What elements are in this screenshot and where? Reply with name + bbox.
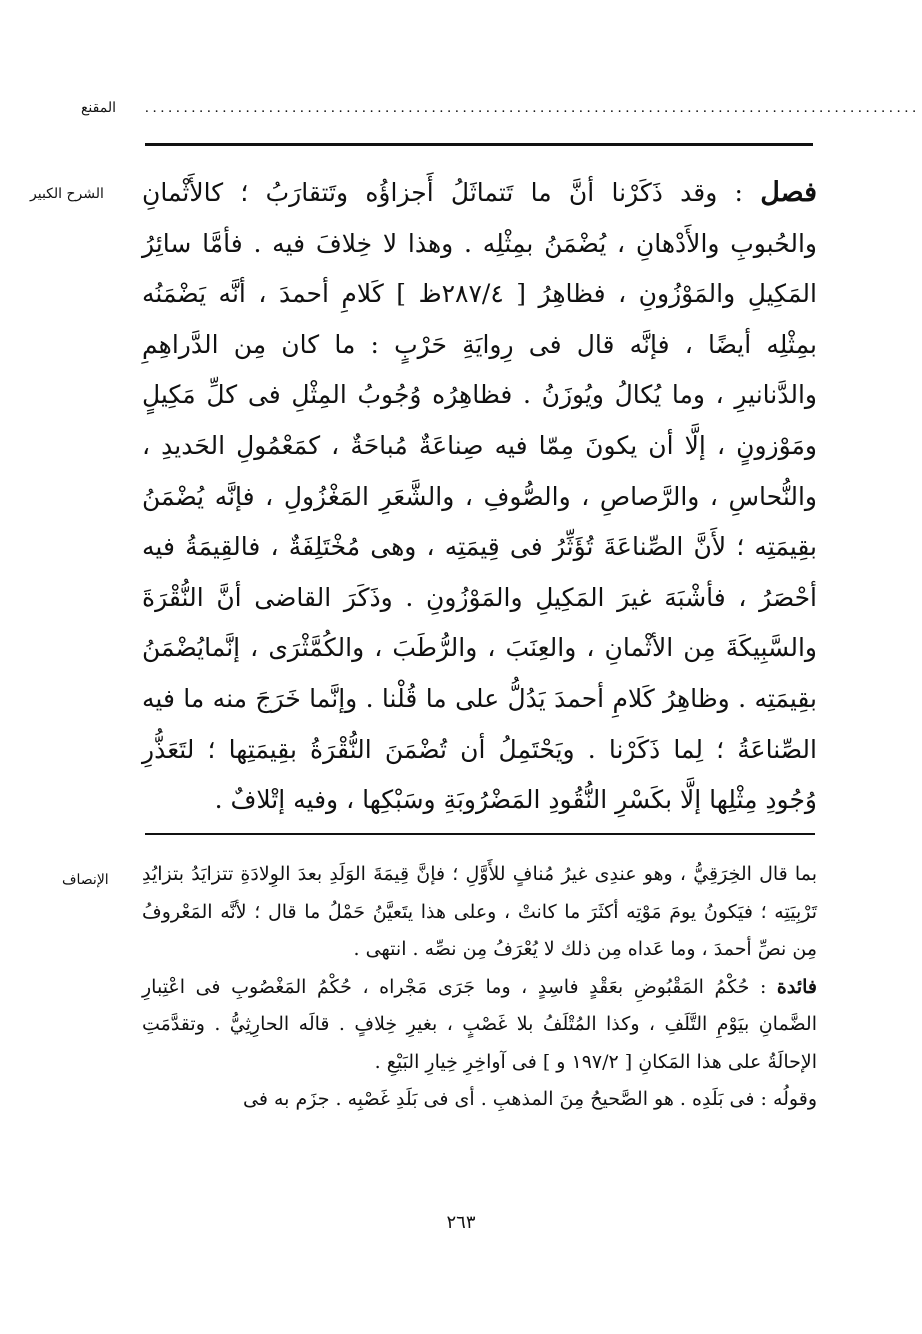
insaf-paragraph-2 <box>142 969 817 1082</box>
header-dot-leader: .................................................................................................... <box>145 100 920 116</box>
faida-heading: فائدة <box>776 975 817 998</box>
section-divider-rule <box>145 833 815 835</box>
header-rule <box>145 143 813 146</box>
main-commentary-text <box>142 168 817 826</box>
faida-text: : حُكْمُ المَقْبُوضِ بعَقْدٍ فاسِدٍ ، وما جَرَى مَجْراه ، حُكْمُ المَغْصُوبِ فى اعْتِبارِ الضَّمانِ بيَوْمِ التَّلَفِ ، وكذا المُتْلَفُ بلا غَصْبٍ ، بغيرِ خِلافٍ . قالَه الحارِثِيُّ . وتقدَّمَتِ الإحالَةُ على هذا المَكانِ [ ١٩٧/٢ و ] فى آواخِرِ خِيارِ البَيْعِ . <box>142 975 817 1073</box>
running-header-title: المقنع <box>80 100 116 116</box>
section-heading-fasl: فصل <box>760 177 817 208</box>
insaf-text <box>142 856 817 1119</box>
margin-label-insaf: الإنصاف <box>62 872 109 888</box>
insaf-paragraph-3: وقولُه : فى بَلَدِه . هو الصَّحيحُ مِنَ المذهبِ . أى فى بَلَدِ غَصْبِه . جزَم به فى <box>243 1088 817 1110</box>
margin-label-sharh: الشرح الكبير <box>30 186 104 202</box>
insaf-paragraph-1: بما قال الخِرَقِيُّ ، وهو عندِى غيرُ مُنافٍ للأَوَّلِ ؛ فإنَّ قِيمَةَ الوَلَدِ بعدَ الوِلادَةِ تتزايَدُ بتزايُدِ تَرْبِيَتِه ؛ فيَكونُ يومَ مَوْتِه أكثَرَ ما كانتْ ، وعلى هذا يتَعيَّنُ حَمْلُ ما قال ؛ لأنَّه المَعْروفُ مِن نصِّ أحمدَ ، وما عَداه مِن ذلك لا يُعْرَفُ مِن نصِّه . انتهى . <box>142 863 817 960</box>
page-number: ٢٦٣ <box>446 1212 476 1233</box>
main-paragraph: : وقد ذَكَرْنا أنَّ ما تَتماثَلُ أَجزاؤُه وتَتقارَبُ ؛ كالأَثْمانِ والحُبوبِ والأَدْهانِ ، يُضْمَنُ بمِثْلِه . وهذا لا خِلافَ فيه . فأمَّا سائِرُ المَكِيلِ والمَوْزُونِ ، فظاهِرُ [ ٢٨٧/٤ظ ] كَلامِ أحمدَ ، أنَّه يَضْمَنُه بمِثْلِه أيضًا ، فإنَّه قال فى رِوايَةِ حَرْبٍ : ما كان مِن الدَّراهِمِ والدَّنانيرِ ، وما يُكالُ ويُوزَنُ . فظاهِرُه وُجُوبُ المِثْلِ فى كلِّ مَكِيلٍ ومَوْزونٍ ، إلَّا أن يكونَ مِمّا فيه صِناعَةٌ مُباحَةٌ ، كمَعْمُولِ الحَديدِ ، والنُّحاسِ ، والرَّصاصِ ، والصُّوفِ ، والشَّعَرِ المَغْزُولِ ، فإنَّه يُضْمَنُ بقِيمَتِه ؛ لأَنَّ الصِّناعَةَ تُؤَثِّرُ فى قِيمَتِه ، وهى مُخْتَلِفَةٌ ، فالقِيمَةُ فيه أحْصَرُ ، فأشْبَهَ غيرَ المَكِيلِ والمَوْزُونِ . وذَكَرَ القاضى أنَّ النُّقْرَةَ والسَّبِيكَةَ مِن الأثْمانِ ، والعِنَبَ ، والرُّطَبَ ، والكُمَّثْرَى ، إنَّمايُضْمَنُ بقِيمَتِه . وظاهِرُ كَلامِ أحمدَ يَدُلُّ على ما قُلْنا . وإنَّما خَرَجَ منه ما فيه الصِّناعَةُ ؛ لِما ذَكَرْنا . ويَحْتَمِلُ أن تُضْمَنَ النُّقْرَةُ بقِيمَتِها ؛ لتَعَذُّرِ وُجُودِ مِثْلِها إلَّا بكَسْرِ النُّقُودِ المَضْرُوبَةِ وسَبْكِها ، وفيه إتْلافٌ . <box>142 178 817 815</box>
